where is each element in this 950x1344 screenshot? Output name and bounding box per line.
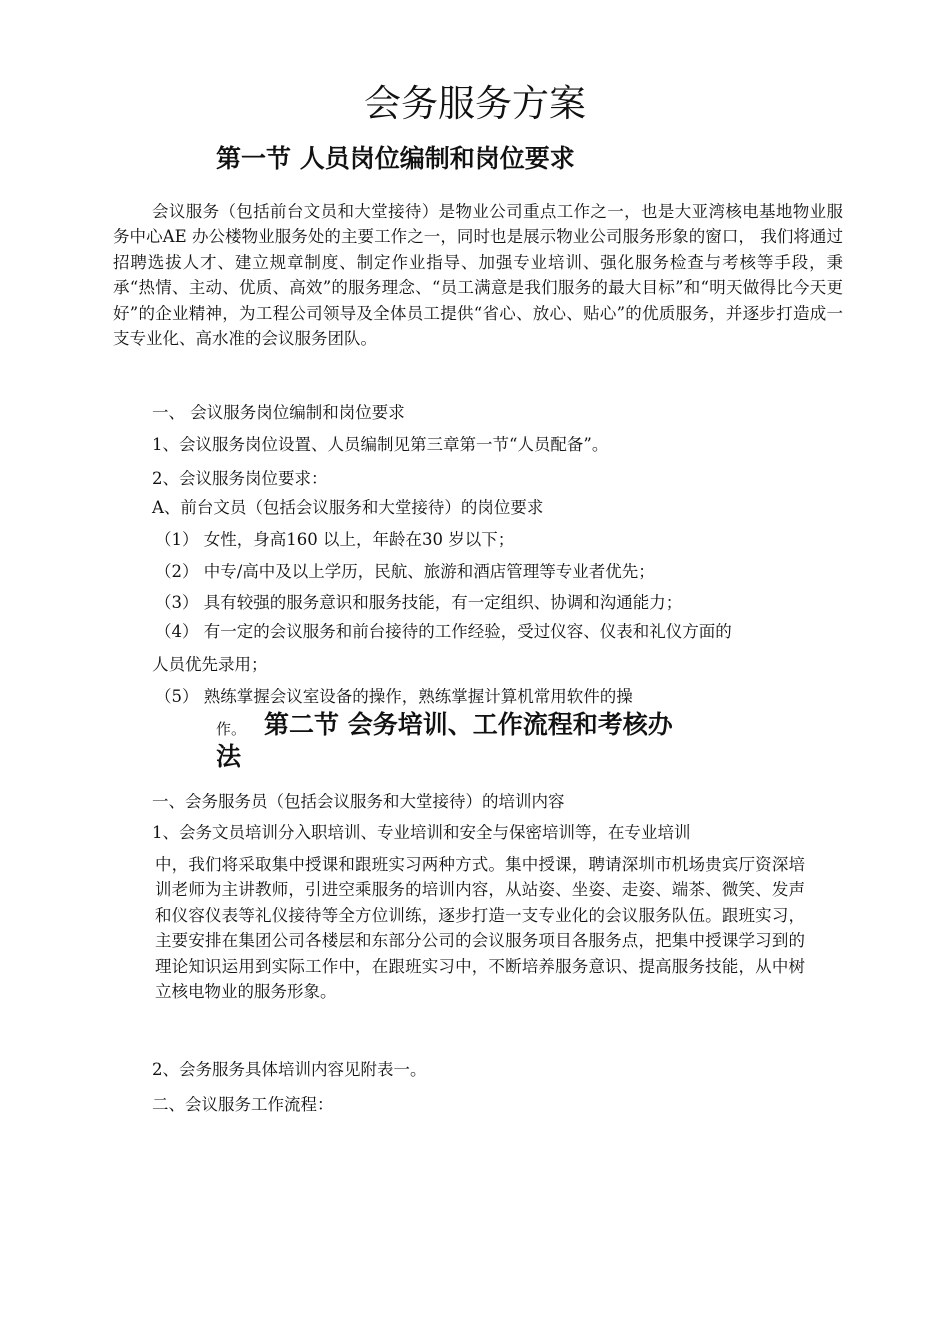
requirement-5: （5） 熟练掌握会议室设备的操作，熟练掌握计算机常用软件的操	[155, 687, 633, 706]
requirement-1: （1） 女性，身高160 以上，年龄在30 岁以下；	[155, 530, 515, 549]
section2-subheading-2: 二、会议服务工作流程：	[152, 1095, 334, 1114]
requirement-5-continued: 作。	[216, 720, 247, 738]
requirement-4: （4） 有一定的会议服务和前台接待的工作经验，受过仪容、仪表和礼仪方面的	[155, 622, 732, 641]
section2-heading-line2: 法	[216, 742, 242, 771]
section1-item-2: 2、会议服务岗位要求：	[152, 469, 328, 488]
requirement-3: （3） 具有较强的服务意识和服务技能，有一定组织、协调和沟通能力；	[155, 593, 683, 612]
requirement-2: （2） 中专/高中及以上学历，民航、旅游和酒店管理等专业者优先；	[155, 562, 655, 581]
section2-item-2: 2、会务服务具体培训内容见附表一。	[152, 1060, 427, 1079]
section2-item-1-first-line: 1、会务文员培训分入职培训、专业培训和安全与保密培训等，在专业培训	[152, 823, 691, 842]
requirement-4-continued: 人员优先录用；	[152, 655, 268, 674]
section2-heading-line1: 第二节 会务培训、工作流程和考核办	[264, 710, 673, 739]
section2-subheading-1: 一、会务服务员（包括会议服务和大堂接待）的培训内容	[152, 792, 565, 811]
section1-item-a: A、前台文员（包括会议服务和大堂接待）的岗位要求	[152, 498, 544, 517]
document-title: 会务服务方案	[364, 82, 586, 125]
section1-subheading: 一、 会议服务岗位编制和岗位要求	[152, 403, 405, 422]
section1-intro-paragraph: 会议服务（包括前台文员和大堂接待）是物业公司重点工作之一，也是大亚湾核电基地物业服务中心AE 办公楼物业服务处的主要工作之一，同时也是展示物业公司服务形象的窗口， 我们将通过招聘选拔人才、建立规章制度、制定作业指导、加强专业培训、强化服务检查与考核等手段，秉承“热情、主动、优质、高效”的服务理念、“员工满意是我们服务的最大目标”和“明天做得比今天更好”的企业精神，为工程公司领导及全体员工提供“省心、放心、贴心”的优质服务，并逐步打造成一支专业化、高水准的会议服务团队。	[113, 202, 843, 349]
section1-item-1: 1、会议服务岗位设置、人员编制见第三章第一节“人员配备”。	[152, 435, 609, 454]
section2-item-1-body: 中，我们将采取集中授课和跟班实习两种方式。集中授课，聘请深圳市机场贵宾厅资深培训老师为主讲教师，引进空乘服务的培训内容，从站姿、坐姿、走姿、端茶、微笑、发声和仪容仪表等礼仪接待等全方位训练，逐步打造一支专业化的会议服务队伍。跟班实习，主要安排在集团公司各楼层和东部分公司的会议服务项目各服务点，把集中授课学习到的理论知识运用到实际工作中，在跟班实习中，不断培养服务意识、提高服务技能，从中树立核电物业的服务形象。	[155, 855, 805, 1002]
section1-heading: 第一节 人员岗位编制和岗位要求	[216, 144, 575, 173]
